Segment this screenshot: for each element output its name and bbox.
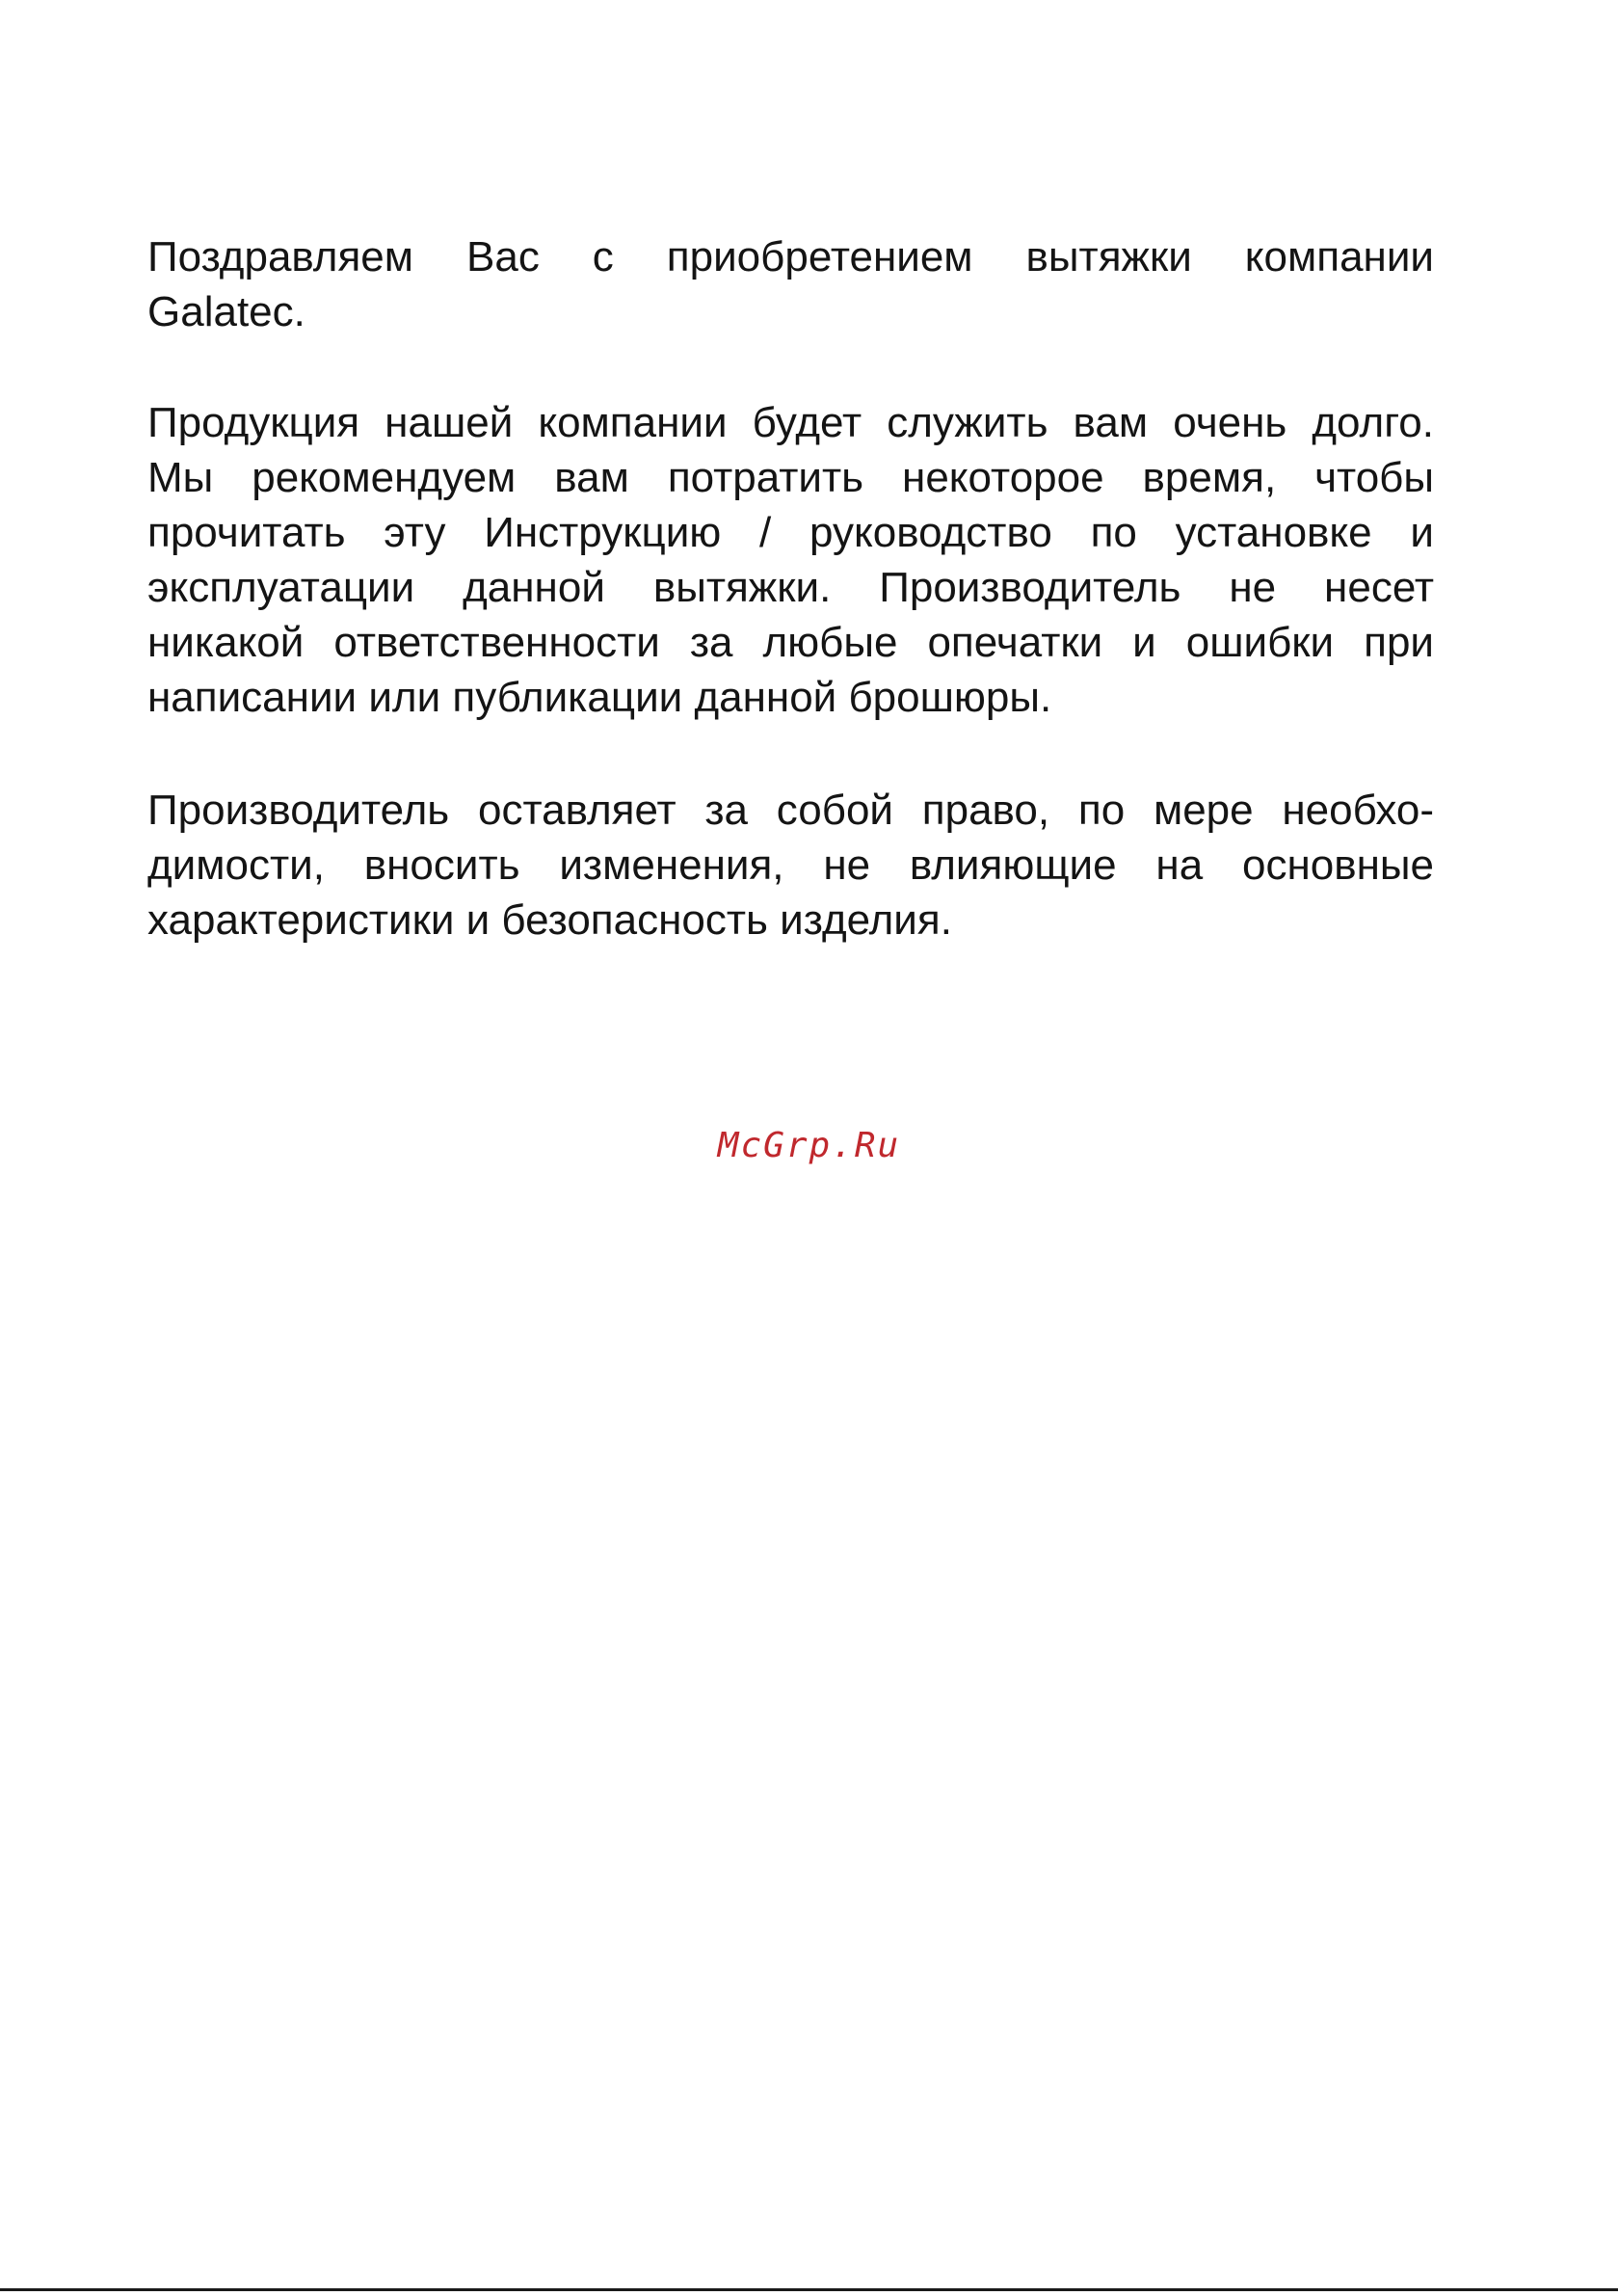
text-line: Мы рекомендуем вам потратить некоторое время, чтобы — [147, 454, 1434, 501]
text-line: никакой ответственности за любые опечатки и ошибки при — [147, 619, 1434, 666]
paragraph-product-info — [147, 395, 1434, 725]
paragraph-congratulations — [147, 229, 1434, 339]
text-line: Производитель оставляет за собой право, по мере необхо- — [147, 787, 1434, 834]
text-line: Продукция нашей компании будет служить вам очень долго. — [147, 399, 1434, 446]
page-bottom-border — [0, 2288, 1618, 2291]
text-line: димости, вносить изменения, не влияющие на основные — [147, 841, 1434, 889]
text-line: прочитать эту Инструкцию / руководство по установке и — [147, 509, 1434, 556]
text-line: эксплуатации данной вытяжки. Производитель не несет — [147, 564, 1434, 611]
text-line: написании или публикации данной брошюры. — [147, 674, 1052, 721]
watermark-link[interactable]: McGrp.Ru — [717, 1126, 901, 1165]
text-line: Поздравляем Вас с приобретением вытяжки компании — [147, 233, 1434, 280]
paragraph-manufacturer-rights — [147, 783, 1434, 948]
text-line: характеристики и безопасность изделия. — [147, 896, 952, 944]
text-line: Galatec. — [147, 288, 305, 335]
